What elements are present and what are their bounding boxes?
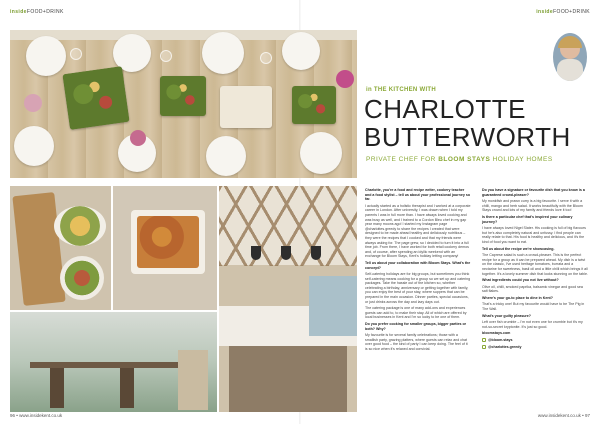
- running-head-section: FOOD+DRINK: [26, 9, 64, 15]
- instagram-handle-row: [482, 345, 588, 350]
- question: Charlotte, you're a food and recipe writer, cookery teacher and a food stylist – tell us about your professional journey so far.: [365, 188, 471, 202]
- standfirst-pre: PRIVATE CHEF FOR: [366, 156, 439, 163]
- standfirst-brand: BLOOM STAYS: [438, 156, 491, 163]
- portrait-charlotte: [553, 33, 587, 81]
- question: What's your guilty pleasure?: [482, 313, 531, 318]
- folio-left: 96 • www.insidekent.co.uk: [10, 413, 63, 418]
- running-head-section: FOOD+DRINK: [553, 9, 590, 15]
- question: Tell us about your collaboration with Bloom Stays. What's the concept?: [365, 260, 471, 270]
- photo-kitchen-interior: [219, 186, 357, 412]
- answer: Left over fish crumble – I'm not even one for crumble but it's my not-so-secret kryptonite. It's just so good.: [482, 320, 583, 329]
- headline-last-name: BUTTERWORTH: [364, 122, 571, 152]
- website-link[interactable]: bloomstays.com: [482, 331, 511, 336]
- answer: My monkfish and prawn curry is a big favourite. I serve it with a chilli, mango and herb salad. It works beautifully with the Bloom Stays crowd and lots of my family and friends love it too!: [482, 199, 583, 213]
- question: Do you prefer cooking for smaller groups, bigger parties or both? Why?: [365, 322, 467, 331]
- folio-right: www.insidekent.co.uk • 97: [537, 413, 590, 418]
- article-kicker: in THE KITCHEN WITH: [366, 87, 437, 93]
- instagram-icon: [482, 338, 486, 342]
- running-head-brand: inside: [536, 9, 554, 15]
- standfirst-post: HOLIDAY HOMES: [490, 156, 553, 163]
- answer: The catering package is one of many add-ons and experiences guests can add to, to make their stay. All of which are offered by local businesses in Kent and I'm so lucky to be one of them.: [365, 306, 467, 320]
- photo-garden-room: [10, 312, 217, 412]
- question: Is there a particular chef that's inspired your culinary journey?: [482, 214, 573, 224]
- standfirst: [366, 156, 553, 163]
- answer: I actually started as a holistic therapist and I worked at a corporate career in London. After university, I was drawn when I told my parents I was in full more than. I have always loved cooking and was busy as well, and I trained to a Cordon Bleu chef in my gap year many moons ago! I started my Instagram page @charlottes.greedy to share the recipes I created that were designed to be made ahead healthy and deliciously nutritious – they were the recipes that I cooked and that my friends were always asking for. The page grew, so I decided to turn it into a full time job. From there, I have worked for both retail cookery demos and, of course, after spending an idyllic weekend with an exchange for Bloom Stays, Kent's holiday letting company!: [365, 203, 471, 259]
- instagram-handle[interactable]: @bloom.stays: [488, 338, 513, 343]
- instagram-icon: [482, 345, 486, 349]
- instagram-handle[interactable]: @charlottes.greedy: [488, 344, 522, 349]
- answer: The Caprese salad is such a crowd-pleaser. This is the perfect recipe for a group as it can be prepared ahead. My dish is a twist on the classic, I've used heritage tomatoes, burrata and a nectarine for sweetness, basil oil and a little chilli which brings it all together. It's a lovely summer dish that looks stunning on the table.: [482, 253, 588, 276]
- answer: Self-catering holidays are for big groups, but sometimes you think self-catering means cooking for a group so we set up and catering packages. Take the hassle out of the kitchen so, whether celebrating a birthday, anniversary or getting together with family, you can enjoy the best of your stay, where suppers that can be prepared in the main occasion. Dinner parties, special occasions, or just drinks across the day and lazy days out.: [365, 272, 471, 304]
- answer: Olive oil, chilli, smoked paprika, balsamic vinegar and good sea salt flakes.: [482, 284, 583, 294]
- question: Tell us about the recipe we're showcasing.: [482, 246, 555, 251]
- running-head-brand: inside: [10, 9, 27, 15]
- photo-food-board: [10, 186, 111, 310]
- hero-photo-dining-table: [10, 30, 357, 178]
- question: What ingredients could you not live without?: [482, 278, 559, 283]
- answer: That's a tricky one! But my favourite would have to be The Pig in The Wall.: [482, 302, 585, 312]
- instagram-handle-row: [482, 338, 588, 343]
- running-head-right: [536, 9, 590, 15]
- headline-first-name: CHARLOTTE: [364, 94, 526, 124]
- answer: My favourite is for several family celebrations; those with a smallish party, grazing platters, where guests can relax and chat over good food – the kind of party I can keep doing. The feel of it is so nice when it's relaxed and convivial.: [365, 333, 468, 351]
- question: Do you have a signature or favourite dish that you know is a guaranteed crowd-pleaser?: [482, 188, 585, 197]
- body-column-2: [482, 186, 588, 351]
- running-head-left: [10, 9, 64, 15]
- photo-baked-dish: [113, 186, 217, 310]
- question: Where's your go-to place to dine in Kent?: [482, 295, 553, 300]
- body-column-1: [365, 186, 471, 354]
- answer: I have always loved Nigel Slater. His cooking is full of big flavours but he's also completely natural and unfussy. I find people can really relate to that. His food is healthy and delicious, and it's the kind of food you want to eat.: [482, 226, 586, 244]
